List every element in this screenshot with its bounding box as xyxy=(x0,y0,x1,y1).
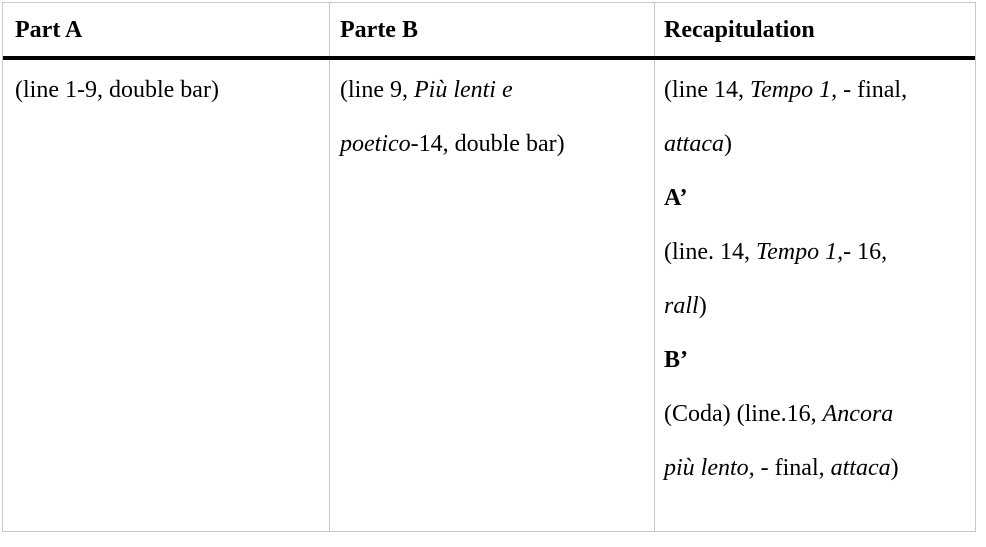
cell-parte-b xyxy=(340,63,565,171)
text-segment: (line 14, xyxy=(664,77,750,103)
header-recapitulation: Recapitulation xyxy=(664,17,815,43)
header-rule xyxy=(3,56,975,60)
recap-line-4 xyxy=(664,225,907,279)
text-segment: ) xyxy=(724,131,732,157)
cell-part-a xyxy=(15,63,219,117)
recap-line-2 xyxy=(664,117,907,171)
italic-marking: attaca xyxy=(664,131,724,157)
text-segment: -14, double bar) xyxy=(410,131,565,157)
italic-marking: Più lenti e xyxy=(413,77,513,103)
header-parte-b: Parte B xyxy=(340,17,418,43)
column-divider-1 xyxy=(329,3,330,531)
text-segment: (line 9, xyxy=(340,77,414,103)
text-segment: - 16, xyxy=(843,239,888,265)
italic-marking: Ancora xyxy=(822,401,894,427)
cell-parte-b-line-2 xyxy=(340,117,565,171)
text-segment: ) xyxy=(698,293,707,319)
recap-line-8 xyxy=(664,441,907,495)
text-segment: (Coda) (line.16, xyxy=(664,401,823,427)
italic-marking: attaca xyxy=(830,455,891,481)
section-label-b-prime: B’ xyxy=(664,347,688,373)
cell-parte-b-line-1 xyxy=(340,63,565,117)
text-segment: (line. 14, xyxy=(664,239,756,265)
text-segment: ) xyxy=(890,455,899,481)
italic-marking: poetico xyxy=(340,131,411,157)
cell-part-a-line: (line 1-9, double bar) xyxy=(15,77,219,103)
section-label-a-prime: A’ xyxy=(664,185,688,211)
cell-recapitulation xyxy=(664,63,907,495)
italic-marking: rall xyxy=(664,293,699,319)
header-part-a: Part A xyxy=(15,17,83,43)
italic-marking: Tempo 1, xyxy=(755,239,844,265)
recap-line-5 xyxy=(664,279,907,333)
text-segment: - final, xyxy=(754,455,831,481)
italic-marking: Tempo 1, xyxy=(749,77,838,103)
recap-line-7 xyxy=(664,387,907,441)
form-analysis-table xyxy=(2,2,976,532)
recap-line-1 xyxy=(664,63,907,117)
column-divider-2 xyxy=(654,3,655,531)
text-segment: - final, xyxy=(837,77,908,103)
italic-marking: più lento, xyxy=(664,455,755,481)
